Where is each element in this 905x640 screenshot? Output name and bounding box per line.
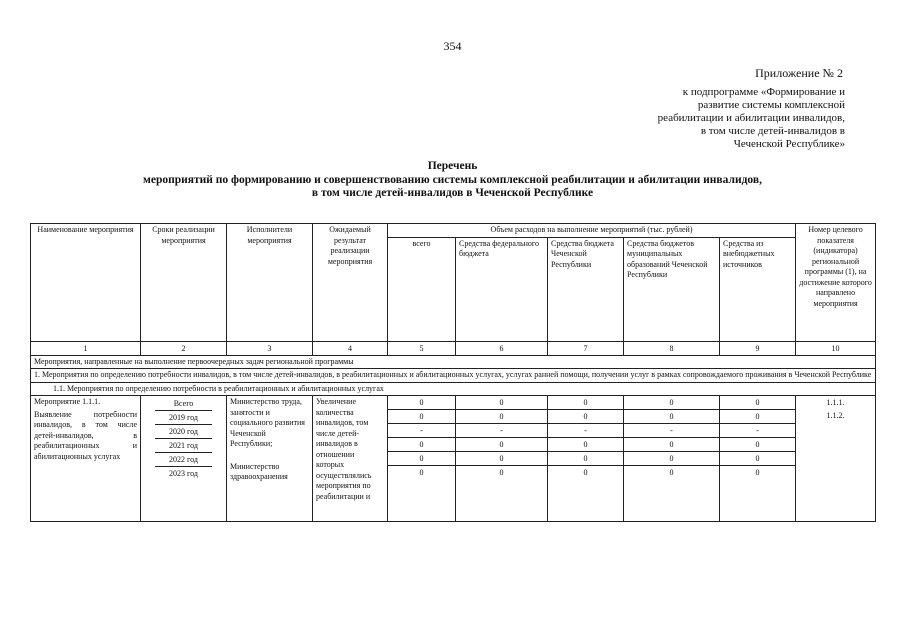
activity-executor: Министерство здравоохранения — [230, 461, 288, 481]
value-cell: 0 — [583, 468, 588, 477]
header-offbudget: Средства из внебюджетных источников — [720, 237, 796, 341]
activity-executor: Министерство труда, занятости и социального развития Чеченской Республики; — [230, 397, 305, 448]
value-cell: 0 — [720, 396, 795, 410]
heading-line: Перечень — [427, 160, 478, 172]
header-name: Наименование мероприятия — [31, 224, 141, 342]
activity-name-text: Выявление потребности инвалидов, в том числе детей-инвалидов, в реабилитационных и абилитационных услугах — [34, 409, 137, 461]
appendix-subtitle-line: Чеченской Республике» — [733, 138, 845, 150]
value-cell: 0 — [548, 410, 623, 424]
value-cell: 0 — [388, 410, 455, 424]
header-terms: Сроки реализации мероприятия — [141, 224, 227, 342]
subsection-title: 1. Мероприятия по определению потребности инвалидов, в том числе детей-инвалидов, в реабилитационных и абилитационных услугах, услугах ранней помощи, получении услуг в рамках сопровождаемого проживания в Чеченской Республике — [31, 369, 876, 383]
column-number: 8 — [624, 341, 720, 355]
value-cell: 0 — [720, 452, 795, 466]
header-expenses: Объем расходов на выполнение мероприятий (тыс. рублей) — [388, 224, 796, 238]
column-number: 10 — [796, 341, 876, 355]
appendix-title: Приложение № 2 — [755, 66, 843, 80]
value-cell: 0 — [624, 452, 719, 466]
header-total: всего — [388, 237, 456, 341]
year-label: 2022 год — [155, 453, 212, 467]
indicator-number: 1.1.1. — [826, 398, 845, 407]
value-cell: 0 — [720, 410, 795, 424]
column-number: 6 — [456, 341, 548, 355]
activity-executors-cell — [227, 396, 313, 522]
value-cell: - — [624, 424, 719, 438]
activity-row — [31, 396, 876, 522]
values-municipal-cell — [624, 396, 720, 522]
year-label: 2019 год — [155, 411, 212, 425]
value-cell: 0 — [456, 452, 547, 466]
values-republic-cell — [548, 396, 624, 522]
values-offbudget-cell — [720, 396, 796, 522]
value-cell: 0 — [624, 410, 719, 424]
value-cell: 0 — [548, 452, 623, 466]
header-expected: Ожидаемый результат реализации мероприятия — [313, 224, 388, 342]
value-cell: 0 — [548, 396, 623, 410]
appendix-subtitle — [585, 86, 845, 151]
values-total-cell — [388, 396, 456, 522]
value-cell: - — [548, 424, 623, 438]
heading-line: в том числе детей-инвалидов в Чеченской Республике — [311, 187, 594, 199]
year-label: 2023 год — [169, 469, 198, 478]
value-cell: - — [720, 424, 795, 438]
column-number: 5 — [388, 341, 456, 355]
header-federal: Средства федерального бюджета — [456, 237, 548, 341]
value-cell: 0 — [669, 468, 674, 477]
column-number: 3 — [227, 341, 313, 355]
value-cell: 0 — [624, 438, 719, 452]
header-indicator: Номер целевого показателя (индикатора) региональной программы (1), на достижение которого направлено мероприятия — [796, 224, 876, 342]
header-row — [31, 224, 876, 238]
header-republic: Средства бюджета Чеченской Республики — [548, 237, 624, 341]
value-cell: - — [388, 424, 455, 438]
value-cell: 0 — [456, 396, 547, 410]
activity-years-cell — [141, 396, 227, 522]
value-cell: 0 — [624, 396, 719, 410]
page-number: 354 — [443, 39, 462, 53]
value-cell: 0 — [720, 438, 795, 452]
subsection-row — [31, 369, 876, 383]
activity-expected-cell — [313, 396, 388, 522]
activities-table — [30, 223, 876, 522]
value-cell: 0 — [499, 468, 504, 477]
value-cell: 0 — [755, 468, 760, 477]
subsubsection-row — [31, 382, 876, 396]
column-number: 7 — [548, 341, 624, 355]
header-executors: Исполнители мероприятия — [227, 224, 313, 342]
column-numbers-row — [31, 341, 876, 355]
value-cell: 0 — [548, 438, 623, 452]
value-cell: - — [456, 424, 547, 438]
year-label: 2021 год — [155, 439, 212, 453]
value-cell: 0 — [419, 468, 424, 477]
year-label: Всего — [155, 397, 212, 411]
value-cell: 0 — [456, 410, 547, 424]
column-number: 2 — [141, 341, 227, 355]
section-title: Мероприятия, направленные на выполнение первоочередных задач региональной программы — [31, 355, 876, 369]
activity-name-title: Мероприятие 1.1.1. — [34, 397, 101, 406]
column-number: 1 — [31, 341, 141, 355]
indicator-number: 1.1.2. — [826, 411, 845, 420]
value-cell: 0 — [388, 438, 455, 452]
appendix-subtitle-line: развитие системы комплексной — [697, 99, 845, 111]
value-cell: 0 — [456, 438, 547, 452]
heading-line: мероприятий по формированию и совершенствованию системы комплексной реабилитации и абилитации инвалидов, — [143, 173, 762, 186]
year-label: 2020 год — [155, 425, 212, 439]
header-municipal: Средства бюджетов муниципальных образований Чеченской Республики — [624, 237, 720, 341]
appendix-subtitle-line: к подпрограмме «Формирование и — [682, 86, 845, 98]
activity-expected: Увеличение количества инвалидов, том числе детей-инвалидов в отношении которых осуществлялись мероприятия по реабилитации и — [316, 397, 372, 501]
appendix-subtitle-line: в том числе детей-инвалидов в — [700, 125, 845, 137]
indicators-cell — [796, 396, 876, 522]
section-row — [31, 355, 876, 369]
activity-name-cell — [31, 396, 141, 522]
values-federal-cell — [456, 396, 548, 522]
value-cell: 0 — [388, 396, 455, 410]
subsubsection-title: 1.1. Мероприятия по определению потребности в реабилитационных и абилитационных услугах — [31, 382, 876, 396]
document-heading — [0, 160, 905, 201]
value-cell: 0 — [388, 452, 455, 466]
column-number: 4 — [313, 341, 388, 355]
appendix-subtitle-line: реабилитации и абилитации инвалидов, — [657, 112, 845, 124]
column-number: 9 — [720, 341, 796, 355]
